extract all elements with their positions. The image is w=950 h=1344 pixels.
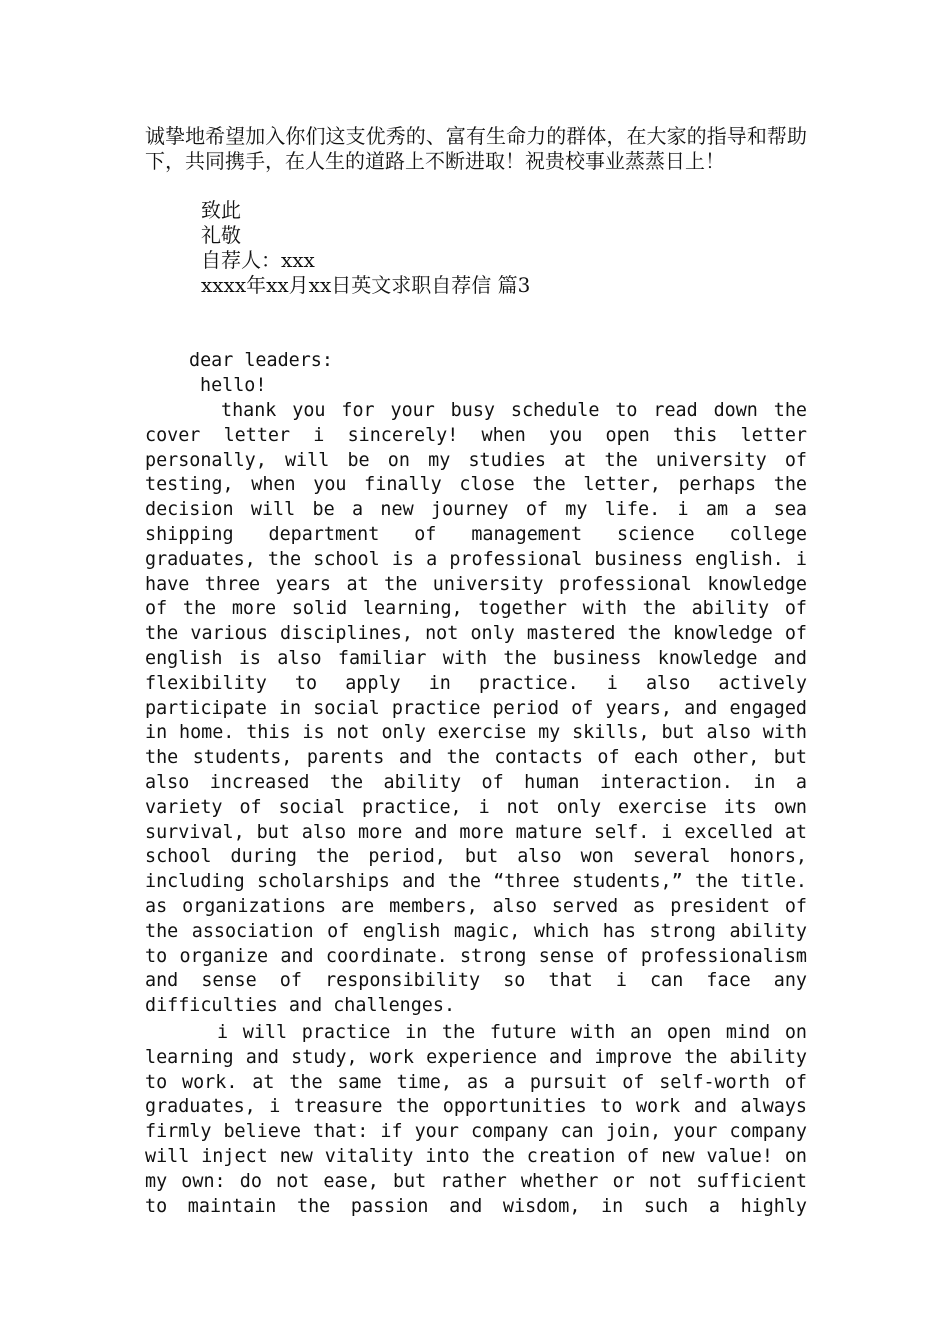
body-paragraph-2: i will practice in the future with an open mind on learning and study, work experience and improve the ability to work. at the same time, as a pursuit of self-worth of graduates, i treasure the opportunities to work and always firmly believe that: if your company can join, your company will inject new vitality into the creation of new value! on my own: do not ease, but rather whether or not sufficient to maintain the passion and wisdom, in such a highly (145, 1022, 807, 1217)
chinese-closing-paragraph: 诚挚地希望加入你们这支优秀的、富有生命力的群体，在大家的指导和帮助下，共同携手，在人生的道路上不断进取！祝贵校事业蒸蒸日上！ (145, 124, 807, 173)
date-and-heading: xxxx年xx月xx日英文求职自荐信 篇3 (201, 273, 531, 297)
closing-phrase-2: 礼敬 (201, 223, 241, 247)
closing-phrase-1: 致此 (201, 198, 241, 222)
signature-line: 自荐人：xxx (201, 248, 315, 272)
body-paragraph-1: thank you for your busy schedule to read down the cover letter i sincerely! when you open this letter personally, will be on my studies at the university of testing, when you finally close the letter, perhaps the decision will be a new journey of my life. i am a sea shipping department of management science college graduates, the school is a professional business english. i have three years at the university professional knowledge of the more solid learning, together with the ability of the various disciplines, not only mastered the knowledge of english is also familiar with the business knowledge and flexibility to apply in practice. i also actively participate in social practice period of years, and engaged in home. this is not only exercise my skills, but also with the students, parents and the contacts of each other, but also increased the ability of human interaction. in a variety of social practice, i not only exercise its own survival, but also more and more mature self. i excelled at school during the period, but also won several honors, including scholarships and the “three students,” the title. as organizations are members, also served as president of the association of english magic, which has strong ability to organize and coordinate. strong sense of professionalism and sense of responsibility so that i can face any difficulties and challenges. (145, 400, 807, 1017)
greeting: hello! (200, 375, 267, 396)
salutation: dear leaders: (189, 350, 333, 371)
